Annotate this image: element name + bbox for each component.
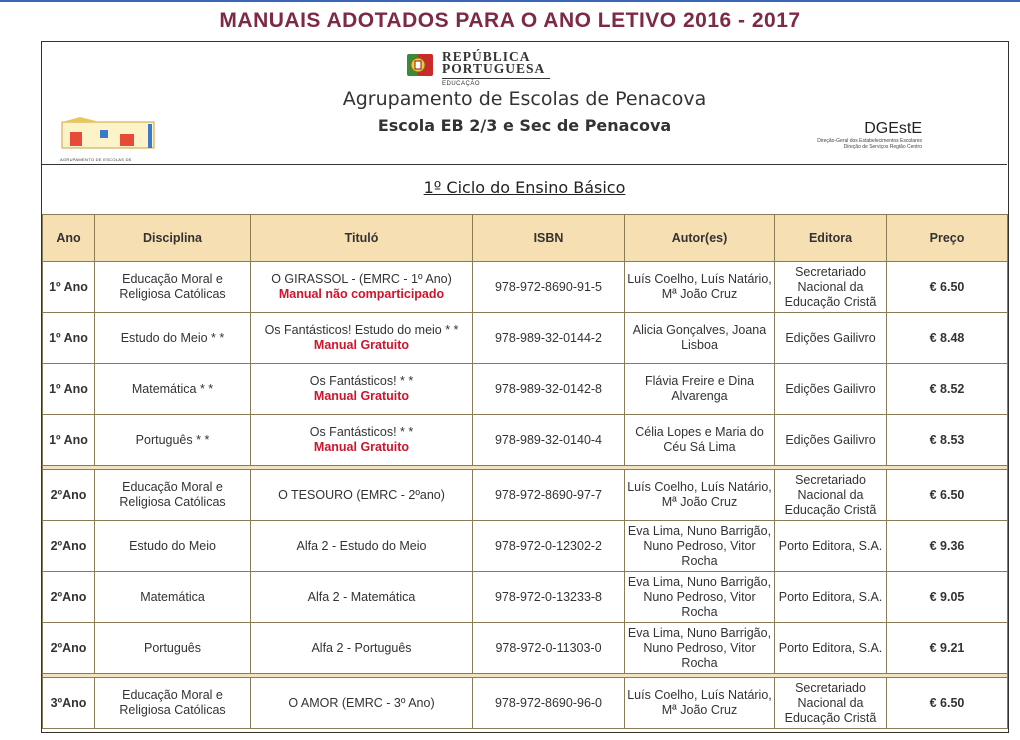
cell-isbn: 978-972-8690-97-7 xyxy=(473,470,625,521)
cell-editora: Porto Editora, S.A. xyxy=(775,572,887,623)
cell-preco: € 6.50 xyxy=(887,470,1008,521)
titulo-text: O AMOR (EMRC - 3º Ano) xyxy=(288,695,435,710)
table-header-row xyxy=(43,215,1008,262)
cell-titulo xyxy=(251,678,473,729)
school-logo xyxy=(60,116,160,162)
cell-editora: Secretariado Nacional da Educação Cristã xyxy=(775,262,887,313)
dgeste-text: DGEstE xyxy=(864,120,922,137)
cell-titulo xyxy=(251,470,473,521)
cell-titulo xyxy=(251,313,473,364)
republica-text xyxy=(442,51,545,75)
cell-preco: € 6.50 xyxy=(887,262,1008,313)
section-header xyxy=(42,164,1007,215)
cell-disciplina: Educação Moral e Religiosa Católicas xyxy=(95,678,251,729)
cell-isbn: 978-972-8690-96-0 xyxy=(473,678,625,729)
textbooks-table xyxy=(42,214,1008,729)
dgeste-logo xyxy=(782,120,922,150)
table-row xyxy=(43,262,1008,313)
titulo-text: Alfa 2 - Estudo do Meio xyxy=(296,538,427,553)
escola-title: Escola EB 2/3 e Sec de Penacova xyxy=(377,116,672,135)
cell-editora: Secretariado Nacional da Educação Cristã xyxy=(775,470,887,521)
cell-ano: 2ºAno xyxy=(43,521,95,572)
cell-titulo xyxy=(251,415,473,466)
table-row xyxy=(43,470,1008,521)
titulo-text: O TESOURO (EMRC - 2ºano) xyxy=(278,487,445,502)
titulo-text: Os Fantásticos! * * xyxy=(309,425,414,439)
cell-ano: 2ºAno xyxy=(43,572,95,623)
section-title: 1º Ciclo do Ensino Básico xyxy=(423,178,626,197)
table-body xyxy=(43,262,1008,729)
cell-autores: Luís Coelho, Luís Natário, Mª João Cruz xyxy=(625,262,775,313)
agrupamento-title: Agrupamento de Escolas de Penacova xyxy=(342,88,707,110)
coat-of-arms-icon xyxy=(406,51,434,79)
cell-disciplina: Português xyxy=(95,623,251,674)
republica-rule xyxy=(442,78,550,79)
cell-isbn: 978-972-0-12302-2 xyxy=(473,521,625,572)
cell-ano: 1º Ano xyxy=(43,364,95,415)
cell-titulo xyxy=(251,262,473,313)
cell-titulo xyxy=(251,623,473,674)
cell-autores: Flávia Freire e Dina Alvarenga xyxy=(625,364,775,415)
titulo-text: O GIRASSOL - (EMRC - 1º Ano) xyxy=(271,272,452,286)
cell-ano: 3ºAno xyxy=(43,678,95,729)
cell-autores: Eva Lima, Nuno Barrigão, Nuno Pedroso, Vitor Rocha xyxy=(625,572,775,623)
cell-ano: 1º Ano xyxy=(43,415,95,466)
cell-isbn: 978-989-32-0140-4 xyxy=(473,415,625,466)
manual-note: Manual Gratuito xyxy=(313,338,410,352)
col-disciplina: Disciplina xyxy=(95,215,251,262)
cell-preco: € 9.36 xyxy=(887,521,1008,572)
cell-editora: Edições Gailivro xyxy=(775,364,887,415)
dgeste-line1: Direção-Geral dos Estabelecimentos Escolares xyxy=(817,138,922,144)
cell-isbn: 978-972-0-13233-8 xyxy=(473,572,625,623)
cell-titulo xyxy=(251,521,473,572)
cell-disciplina: Estudo do Meio * * xyxy=(95,313,251,364)
cell-isbn: 978-972-0-11303-0 xyxy=(473,623,625,674)
col-isbn: ISBN xyxy=(473,215,625,262)
cell-isbn: 978-972-8690-91-5 xyxy=(473,262,625,313)
cell-isbn: 978-989-32-0144-2 xyxy=(473,313,625,364)
cell-isbn: 978-989-32-0142-8 xyxy=(473,364,625,415)
cell-ano: 1º Ano xyxy=(43,262,95,313)
manual-note: Manual Gratuito xyxy=(313,440,410,454)
cell-disciplina: Educação Moral e Religiosa Católicas xyxy=(95,262,251,313)
cell-ano: 2ºAno xyxy=(43,470,95,521)
cell-ano: 2ºAno xyxy=(43,623,95,674)
educacao-label: EDUCAÇÃO xyxy=(442,81,481,87)
table-row xyxy=(43,572,1008,623)
letterhead xyxy=(42,42,1007,165)
cell-disciplina: Matemática * * xyxy=(95,364,251,415)
cell-preco: € 9.05 xyxy=(887,572,1008,623)
cell-editora: Edições Gailivro xyxy=(775,313,887,364)
cell-preco: € 6.50 xyxy=(887,678,1008,729)
cell-editora: Secretariado Nacional da Educação Cristã xyxy=(775,678,887,729)
titulo-text: Alfa 2 - Matemática xyxy=(307,589,416,604)
republica-line2: PORTUGUESA xyxy=(442,61,546,76)
manual-note: Manual Gratuito xyxy=(313,389,410,403)
table-row xyxy=(43,623,1008,674)
top-rule xyxy=(0,0,1020,2)
cell-ano: 1º Ano xyxy=(43,313,95,364)
col-editora: Editora xyxy=(775,215,887,262)
cell-titulo xyxy=(251,572,473,623)
table-row xyxy=(43,415,1008,466)
cell-disciplina: Educação Moral e Religiosa Católicas xyxy=(95,470,251,521)
dgeste-line2: Direção de Serviços Região Centro xyxy=(843,144,922,150)
manual-note: Manual não comparticipado xyxy=(278,287,445,301)
school-logo-caption: AGRUPAMENTO DE ESCOLAS DE xyxy=(60,157,132,162)
cell-preco: € 8.52 xyxy=(887,364,1008,415)
col-titulo: Tituló xyxy=(251,215,473,262)
school-building-icon xyxy=(60,116,160,150)
cell-editora: Porto Editora, S.A. xyxy=(775,623,887,674)
republica-line1: REPÚBLICA xyxy=(442,49,531,64)
titulo-text: Os Fantásticos! * * xyxy=(309,374,414,388)
table-row xyxy=(43,521,1008,572)
cell-editora: Porto Editora, S.A. xyxy=(775,521,887,572)
cell-autores: Eva Lima, Nuno Barrigão, Nuno Pedroso, Vitor Rocha xyxy=(625,521,775,572)
cell-autores: Alicia Gonçalves, Joana Lisboa xyxy=(625,313,775,364)
cell-preco: € 9.21 xyxy=(887,623,1008,674)
cell-autores: Luís Coelho, Luís Natário, Mª João Cruz xyxy=(625,470,775,521)
cell-autores: Célia Lopes e Maria do Céu Sá Lima xyxy=(625,415,775,466)
titulo-text: Alfa 2 - Português xyxy=(311,640,412,655)
col-ano: Ano xyxy=(43,215,95,262)
cell-disciplina: Estudo do Meio xyxy=(95,521,251,572)
cell-disciplina: Matemática xyxy=(95,572,251,623)
cell-autores: Eva Lima, Nuno Barrigão, Nuno Pedroso, Vitor Rocha xyxy=(625,623,775,674)
col-preco: Preço xyxy=(887,215,1008,262)
titulo-text: Os Fantásticos! Estudo do meio * * xyxy=(264,323,459,337)
cell-titulo xyxy=(251,364,473,415)
col-autores: Autor(es) xyxy=(625,215,775,262)
cell-editora: Edições Gailivro xyxy=(775,415,887,466)
cell-preco: € 8.48 xyxy=(887,313,1008,364)
cell-preco: € 8.53 xyxy=(887,415,1008,466)
table-row xyxy=(43,678,1008,729)
document-frame xyxy=(41,41,1009,733)
cell-disciplina: Português * * xyxy=(95,415,251,466)
page-title: MANUAIS ADOTADOS PARA O ANO LETIVO 2016 - 2017 xyxy=(219,9,801,32)
table-row xyxy=(43,364,1008,415)
cell-autores: Luís Coelho, Luís Natário, Mª João Cruz xyxy=(625,678,775,729)
table-row xyxy=(43,313,1008,364)
